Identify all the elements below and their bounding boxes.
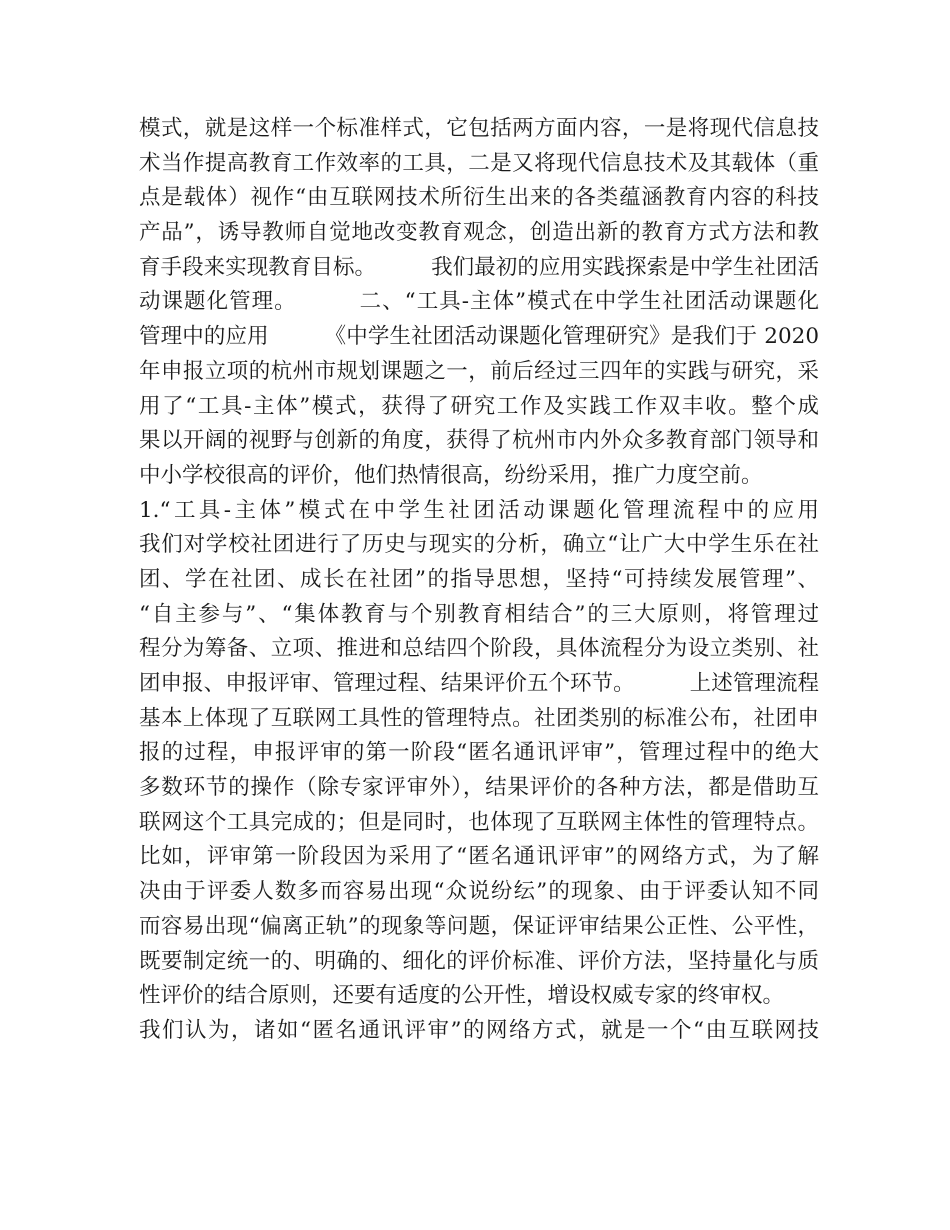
text-line: 比如，评审第一阶段因为采用了“匿名通讯评审”的网络方式，为了解 — [139, 844, 819, 870]
text-line: 用了“工具-主体”模式，获得了研究工作及实践工作双丰收。整个成 — [139, 393, 819, 419]
text-line: 联网这个工具完成的；但是同时，也体现了互联网主体性的管理特点。 — [139, 809, 819, 835]
text-line: 多数环节的操作（除专家评审外），结果评价的各种方法，都是借助互 — [139, 775, 819, 801]
text-line: 育手段来实现教育目标。 我们最初的应用实践探索是中学生社团活 — [139, 254, 819, 280]
text-line: 点是载体）视作“由互联网技术所衍生出来的各类蕴涵教育内容的科技 — [139, 185, 819, 211]
text-line: 中小学校很高的评价，他们热情很高，纷纷采用，推广力度空前。 — [139, 462, 763, 488]
text-line: 模式，就是这样一个标准样式，它包括两方面内容，一是将现代信息技 — [139, 116, 819, 141]
text-line: 团申报、申报评审、管理过程、结果评价五个环节。 上述管理流程 — [139, 671, 819, 696]
text-line: 年申报立项的杭州市规划课题之一，前后经过三四年的实践与研究，采 — [139, 358, 819, 384]
text-line: 决由于评委人数多而容易出现“众说纷纭”的现象、由于评委认知不同 — [139, 879, 819, 905]
text-line: 我们对学校社团进行了历史与现实的分析，确立“让广大中学生乐在社 — [139, 532, 819, 558]
text-line: “自主参与”、“集体教育与个别教育相结合”的三大原则，将管理过 — [139, 601, 819, 627]
text-line: 既要制定统一的、明确的、细化的评价标准、评价方法，坚持量化与质 — [139, 948, 819, 974]
text-line: 性评价的结合原则，还要有适度的公开性，增设权威专家的终审权。 — [139, 983, 785, 1009]
text-line: 程分为筹备、立项、推进和总结四个阶段，具体流程分为设立类别、社 — [139, 636, 819, 662]
text-line: 动课题化管理。 二、“工具-主体”模式在中学生社团活动课题化 — [139, 289, 819, 315]
text-line: 果以开阔的视野与创新的角度，获得了杭州市内外众多教育部门领导和 — [139, 428, 819, 454]
text-line: 产品”，诱导教师自觉地改变教育观念，创造出新的教育方式方法和教 — [139, 220, 819, 246]
text-line: 团、学在社团、成长在社团”的指导思想，坚持“可持续发展管理”、 — [139, 566, 819, 592]
text-line: 我们认为，诸如“匿名通讯评审”的网络方式，就是一个“由互联网技 — [139, 1017, 819, 1043]
text-line: 报的过程，申报评审的第一阶段“匿名通讯评审”，管理过程中的绝大 — [139, 740, 819, 766]
text-line: 基本上体现了互联网工具性的管理特点。社团类别的标准公布，社团申 — [139, 705, 819, 731]
text-line: 而容易出现“偏离正轨”的现象等问题，保证评审结果公正性、公平性， — [139, 913, 819, 939]
body-text — [139, 112, 819, 1049]
section-heading: 1.“工具-主体”模式在中学生社团活动课题化管理流程中的应用 — [139, 497, 819, 523]
text-line: 术当作提高教育工作效率的工具，二是又将现代信息技术及其载体（重 — [139, 150, 819, 176]
text-line: 管理中的应用 《中学生社团活动课题化管理研究》是我们于 2020 — [139, 324, 819, 350]
